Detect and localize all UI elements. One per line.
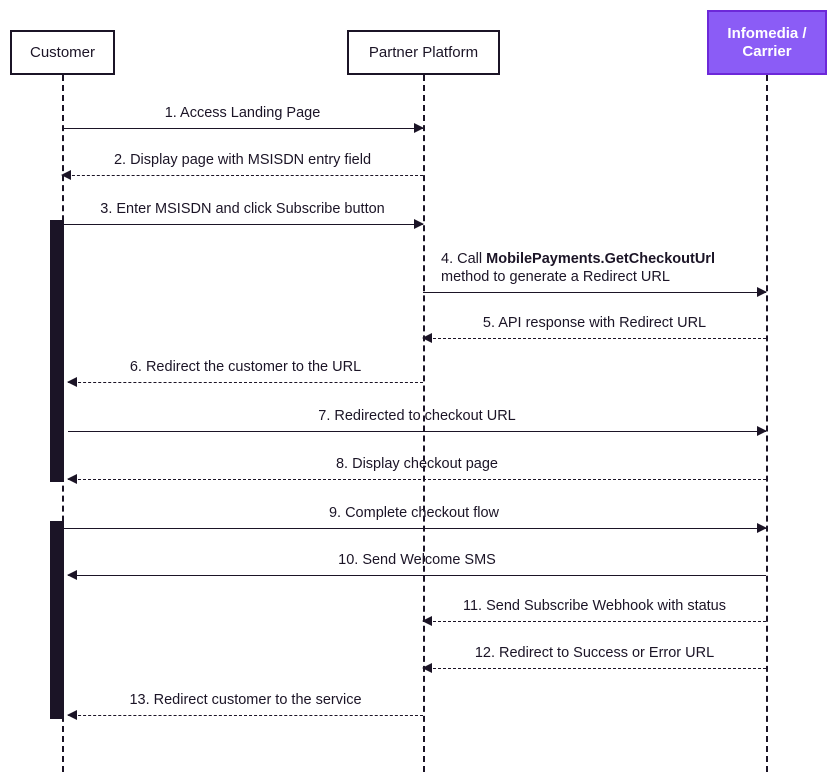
actor-box-customer <box>10 30 115 75</box>
message-13-line <box>68 715 423 716</box>
message-9-line <box>62 528 766 529</box>
message-12-arrowhead <box>422 663 432 673</box>
message-4-label-line2: method to generate a Redirect URL <box>441 268 670 285</box>
message-10-line <box>68 575 766 576</box>
message-5-label: 5. API response with Redirect URL <box>482 314 707 331</box>
message-4-label-method: MobilePayments.GetCheckoutUrl <box>486 250 715 267</box>
message-4-label <box>441 250 835 286</box>
message-6-label: 6. Redirect the customer to the URL <box>129 358 362 375</box>
message-5-arrowhead <box>422 333 432 343</box>
message-7-arrowhead <box>757 426 767 436</box>
message-8-line <box>68 479 766 480</box>
actor-label-customer: Customer <box>29 43 96 61</box>
message-5-line <box>423 338 766 339</box>
message-8-arrowhead <box>67 474 77 484</box>
message-4-line <box>423 292 766 293</box>
message-2-arrowhead <box>61 170 71 180</box>
message-13-label: 13. Redirect customer to the service <box>129 691 362 708</box>
activation-bar-customer-2 <box>50 521 64 719</box>
message-2-line <box>62 175 423 176</box>
message-7-label: 7. Redirected to checkout URL <box>318 407 516 424</box>
message-12-line <box>423 668 766 669</box>
message-3-arrowhead <box>414 219 424 229</box>
message-12-label: 12. Redirect to Success or Error URL <box>474 644 715 661</box>
message-4-label-line1-pre: 4. Call <box>441 250 487 267</box>
message-10-label: 10. Send Welcome SMS <box>338 551 496 568</box>
message-1-arrowhead <box>414 123 424 133</box>
message-11-line <box>423 621 766 622</box>
actor-box-partner-platform <box>347 30 500 75</box>
message-3-label: 3. Enter MSISDN and click Subscribe button <box>100 200 385 217</box>
lifeline-infomedia-carrier <box>766 75 768 772</box>
message-9-arrowhead <box>757 523 767 533</box>
actor-box-infomedia-carrier <box>707 10 827 75</box>
message-3-line <box>62 224 423 225</box>
message-2-label: 2. Display page with MSISDN entry field <box>113 151 372 168</box>
message-13-arrowhead <box>67 710 77 720</box>
actor-label-infomedia-line1: Infomedia / <box>727 25 807 43</box>
actor-label-partner-platform: Partner Platform <box>368 43 479 61</box>
message-6-arrowhead <box>67 377 77 387</box>
message-4-arrowhead <box>757 287 767 297</box>
activation-bar-customer-1 <box>50 220 64 482</box>
message-8-label: 8. Display checkout page <box>335 455 498 472</box>
message-11-label: 11. Send Subscribe Webhook with status <box>462 597 727 614</box>
message-7-line <box>68 431 766 432</box>
message-6-line <box>68 382 423 383</box>
message-9-label: 9. Complete checkout flow <box>328 504 500 521</box>
message-1-line <box>62 128 423 129</box>
message-11-arrowhead <box>422 616 432 626</box>
message-1-label: 1. Access Landing Page <box>164 104 321 121</box>
message-10-arrowhead <box>67 570 77 580</box>
actor-label-infomedia-line2: Carrier <box>742 42 792 60</box>
